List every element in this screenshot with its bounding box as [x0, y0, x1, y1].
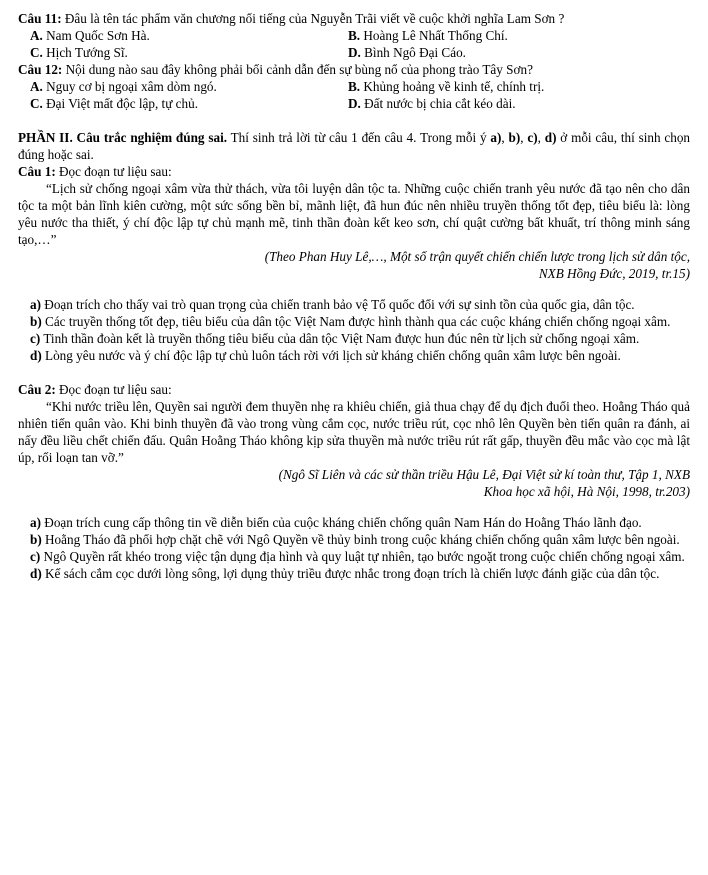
source-passage: “Lịch sử chống ngoại xâm vừa thử thách, vừa tôi luyện dân tộc ta. Những cuộc chiến tranh yêu nước đã tạo nên cho dân tộc ta một bản lĩnh kiên cường, một sức sống bền bỉ, mãnh liệt, đã hun đúc nên nhiều truyền thống tốt đẹp, tiêu biểu là: lòng yêu nước tha thiết, ý chí độc lập tự chủ mạnh mẽ, tinh thần đoàn kết keo sơn, chí quật cường bất khuất, trí thông minh sáng tạo,…”: [18, 181, 690, 247]
option-d: D. Đất nước bị chia cắt kéo dài.: [348, 96, 516, 111]
question-11: [18, 10, 690, 27]
statement-d: d) Kế sách cắm cọc dưới lòng sông, lợi dụng thủy triều được nhắc trong đoạn trích là chiến lược đánh giặc của dân tộc.: [30, 566, 660, 581]
statement-list: [18, 296, 690, 364]
statement-a: a) Đoạn trích cung cấp thông tin về diễn biến của cuộc kháng chiến chống quân Nam Hán do Hoằng Tháo lãnh đạo.: [30, 515, 642, 530]
question-label: Câu 1:: [18, 164, 56, 179]
statement-c: c) Tinh thần đoàn kết là truyền thống tiêu biểu của dân tộc Việt Nam được hun đúc nên từ lịch sử chống ngoại xâm.: [30, 331, 640, 346]
options-grid: [18, 27, 690, 61]
source-citation: (Theo Phan Huy Lê,…, Một số trận quyết chiến chiến lược trong lịch sử dân tộc,: [264, 249, 690, 264]
question-label: Câu 12:: [18, 62, 63, 77]
option-b: B. Hoàng Lê Nhất Thống Chí.: [348, 28, 508, 43]
question-1-intro: Câu 1: Đọc đoạn tư liệu sau:: [18, 164, 172, 179]
part-2-instructions: PHẦN II. Câu trắc nghiệm đúng sai. Thí sinh trả lời từ câu 1 đến câu 4. Trong mỗi ý a), b), c), d) ở mỗi câu, thí sinh chọn đúng hoặc sai.: [18, 130, 691, 162]
option-c: C. Đại Việt mất độc lập, tự chủ.: [30, 96, 198, 111]
statement-list: [18, 514, 690, 582]
option-b: B. Khủng hoảng về kinh tế, chính trị.: [348, 79, 545, 94]
statement-a: a) Đoạn trích cho thấy vai trò quan trọng của chiến tranh bảo vệ Tổ quốc đối với sự sinh tồn của quốc gia, dân tộc.: [30, 297, 635, 312]
document-page: [18, 10, 690, 582]
source-citation: (Ngô Sĩ Liên và các sử thần triều Hậu Lê, Đại Việt sử kí toàn thư, Tập 1, NXB: [278, 467, 690, 482]
question-text: Nội dung nào sau đây không phải bối cảnh dẫn đến sự bùng nổ của phong trào Tây Sơn?: [65, 62, 533, 77]
section-heading: PHẦN II. Câu trắc nghiệm đúng sai.: [18, 130, 228, 145]
source-citation: Khoa học xã hội, Hà Nội, 1998, tr.203): [483, 484, 690, 499]
statement-d: d) Lòng yêu nước và ý chí độc lập tự chủ luôn tách rời với lịch sử kháng chiến chống quân xâm lược bên ngoài.: [30, 348, 621, 363]
source-citation: NXB Hồng Đức, 2019, tr.15): [538, 266, 690, 281]
source-passage: “Khi nước triều lên, Quyền sai người đem thuyền nhẹ ra khiêu chiến, giả thua chạy để dụ địch đuổi theo. Hoằng Tháo quả nhiên tiến quân vào. Khi binh thuyền đã vào trong vùng cắm cọc, nước triều rút, cọc nhô lên Quyền bèn tiến quân ra đánh, ai nấy đều liều chết chiến đấu. Quân Hoằng Tháo không kịp sửa thuyền mà nước triều rút rất gấp, thuyền đều mắc vào cọc mà lật úp, rối loạn tan vỡ.”: [18, 399, 690, 465]
question-12: [18, 61, 690, 78]
option-a: A. Nam Quốc Sơn Hà.: [30, 28, 150, 43]
question-text: Đâu là tên tác phẩm văn chương nổi tiếng của Nguyễn Trãi viết về cuộc khởi nghĩa Lam Sơn ?: [64, 11, 565, 26]
question-2-intro: Câu 2: Đọc đoạn tư liệu sau:: [18, 382, 172, 397]
option-c: C. Hịch Tướng Sĩ.: [30, 45, 128, 60]
question-label: Câu 2:: [18, 382, 56, 397]
statement-b: b) Các truyền thống tốt đẹp, tiêu biểu của dân tộc Việt Nam được hình thành qua các cuộc kháng chiến chống ngoại xâm.: [30, 314, 671, 329]
question-label: Câu 11:: [18, 11, 62, 26]
statement-b: b) Hoằng Tháo đã phối hợp chặt chẽ với Ngô Quyền về thủy binh trong cuộc kháng chiến chống quân xâm lược bên ngoài.: [30, 532, 680, 547]
options-grid: [18, 78, 690, 112]
statement-c: c) Ngô Quyền rất khéo trong việc tận dụng địa hình và quy luật tự nhiên, tạo bước ngoặt trong cuộc chiến chống ngoại xâm.: [30, 549, 685, 564]
option-d: D. Bình Ngô Đại Cáo.: [348, 45, 466, 60]
option-a: A. Nguy cơ bị ngoại xâm dòm ngó.: [30, 79, 217, 94]
